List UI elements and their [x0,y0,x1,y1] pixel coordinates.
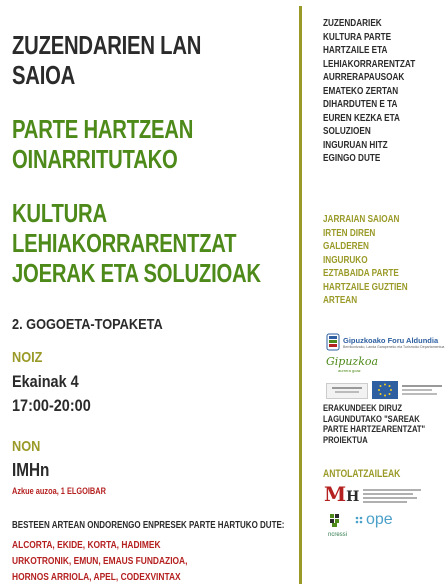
participants-line-2: URKOTRONIK, EMUN, EMAUS FUNDAZIOA, [12,555,188,567]
eu-fund-text-graphic [402,385,442,395]
participants-line-3: HORNOS ARRIOLA, APEL, CODEXVINTAX [12,571,181,583]
vertical-divider [299,6,302,584]
ope-logo [354,511,393,529]
ope-dots-icon [354,515,364,525]
right-intro-line-11: EGINGO DUTE [323,152,381,164]
main-title-line-2: SAIOA [12,60,76,90]
subtitle-line-1: PARTE HARTZEAN [12,114,194,144]
when-date: Ekainak 4 [12,372,79,391]
innobasque-logo [328,512,347,538]
event-name: 2. GOGOETA-TOPAKETA [12,316,163,333]
right-debate-text [323,213,408,308]
funding-line-2: LAGUNDUTAKO "SAREAK [323,413,420,425]
organizers-label: ANTOLATZAILEAK [323,468,401,480]
innobasque-name: ncressi [328,532,348,538]
main-title-line-1: ZUZENDARIEN LAN [12,30,202,60]
gipuzkoa-brand-tagline: aurrera goaz [338,368,361,373]
where-address: Azkue auzoa, 1 ELGOIBAR [12,486,106,496]
right-intro-line-2: KULTURA PARTE [323,30,392,43]
gipuzkoa-brand-logo [326,355,378,373]
right-intro-line-10: INGURUAN HITZ [323,138,388,151]
funding-line-4: PROIEKTUA [323,434,368,446]
gipuzkoa-foru-name: Gipuzkoako Foru Aldundia [343,335,439,345]
when-label: NOIZ [12,349,43,366]
imh-logo [324,484,421,507]
heading-line-3: JOERAK ETA SOLUZIOAK [12,258,261,288]
right-intro-line-7: DIHARDUTEN E TA [323,98,398,110]
imh-mark-icon: MH [324,482,360,506]
right-column [306,0,448,587]
right-debate-line-7: ARTEAN [323,294,358,306]
heading-line-1: KULTURA [12,198,107,228]
subtitle-line-2: OINARRITUTAKO [12,144,178,174]
when-time: 17:00-20:00 [12,396,91,415]
right-debate-line-6: HARTZAILE GUZTIEN [323,280,408,293]
partner-logo [326,383,368,399]
eu-flag-icon [372,381,398,399]
right-debate-line-3: GALDEREN [323,240,369,252]
funding-line-1: ERAKUNDEEK DIRUZ [323,403,402,414]
coat-of-arms-icon [326,333,340,351]
participants-intro: BESTEEN ARTEAN ONDORENGO ENPRESEK PARTE HARTUKO DUTE: [12,520,285,531]
funding-text [323,404,425,446]
right-intro-line-5: AURRERAPAUSOAK [323,71,405,83]
innobasque-icon [328,512,344,528]
right-intro-line-1: ZUZENDARIEK [323,17,382,29]
ope-name: ope [366,511,393,528]
where-place: IMHn [12,460,50,480]
right-intro-line-9: SOLUZIOEN [323,125,371,137]
gipuzkoa-brand-name: Gipuzkoa [326,355,379,368]
participants-line-1: ALCORTA, EKIDE, KORTA, HADIMEK [12,539,161,551]
right-intro-line-6: EMATEKO ZERTAN [323,84,399,97]
right-intro-line-4: LEHIAKORRARENTZAT [323,57,416,70]
gipuzkoa-foru-department: Berrikuntzako, Landa Garapeneko eta Turismoko Departamentua [343,344,445,349]
where-label: NON [12,438,41,455]
right-intro-line-8: EUREN KEZKA ETA [323,111,400,124]
right-debate-line-5: EZTABAIDA PARTE [323,267,399,279]
right-debate-line-1: JARRAIAN SAIOAN [323,213,400,225]
right-debate-line-4: INGURUKO [323,253,368,266]
main-title [12,30,201,90]
heading-line-2: LEHIAKORRARENTZAT [12,228,237,258]
right-intro-line-3: HARTZAILE ETA [323,44,388,56]
participants-list [12,537,187,585]
right-intro-text [323,17,415,166]
funding-line-3: PARTE HARTZEARENTZAT" [323,424,426,435]
right-debate-line-2: IRTEN DIREN [323,226,376,239]
heading [12,198,261,288]
subtitle [12,114,193,174]
gipuzkoa-foru-logo [326,333,444,351]
